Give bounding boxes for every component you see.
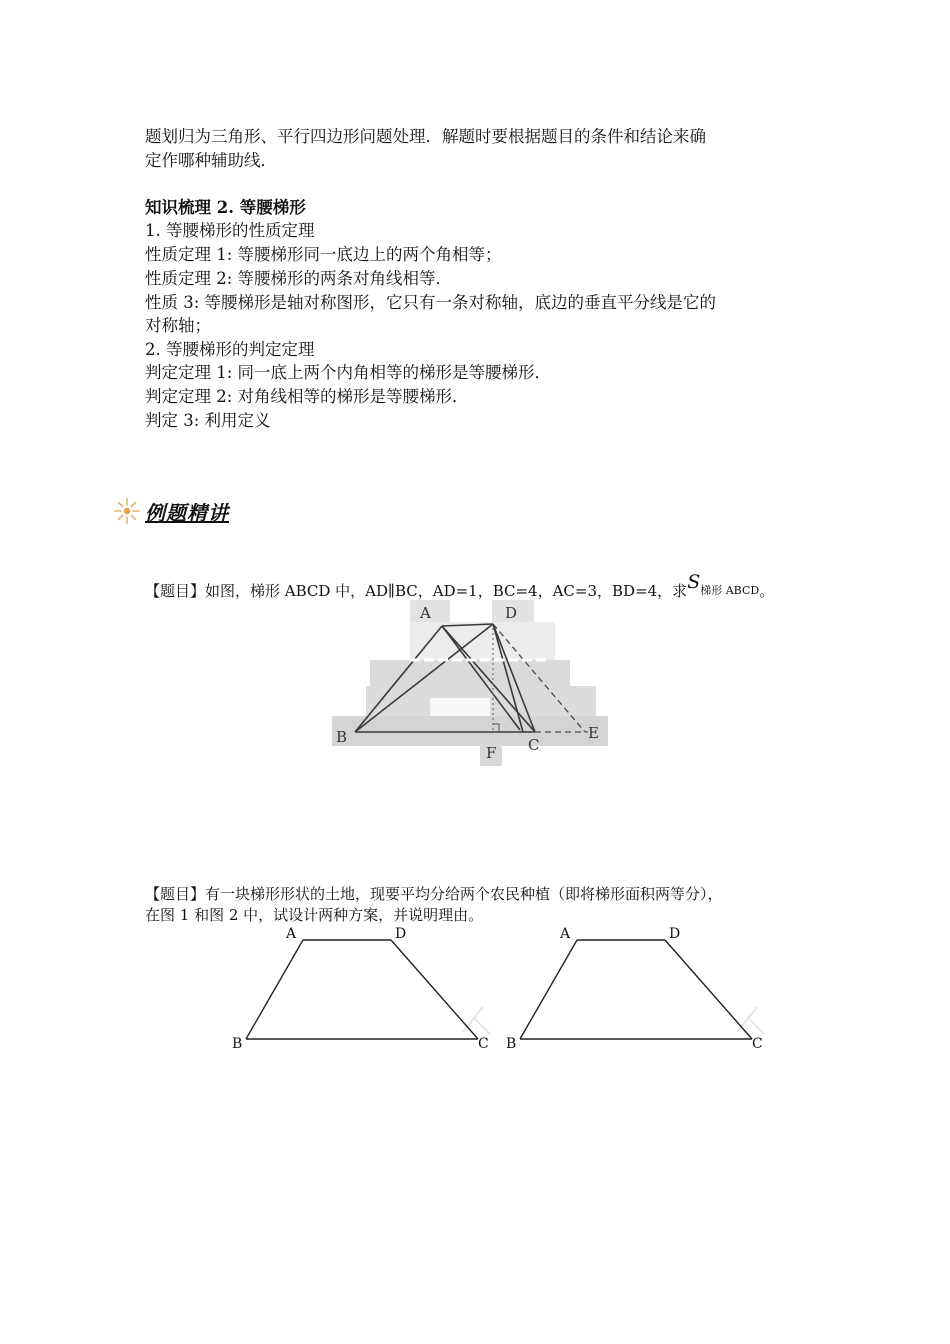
label-f: F bbox=[486, 744, 497, 762]
fig1-label-a: A bbox=[286, 926, 297, 942]
fig1-label-c: C bbox=[478, 1036, 489, 1052]
intro-line-2: 定作哪种辅助线． bbox=[145, 151, 277, 170]
label-e: E bbox=[588, 724, 599, 742]
sun-burst-icon bbox=[113, 497, 141, 525]
problem-1-statement: 【题目】如图，梯形 ABCD 中，AD∥BC，AD=1，BC=4，AC=3，BD=4，求 bbox=[145, 582, 688, 600]
intro-line-1: 题划归为三角形、平行四边形问题处理．解题时要根据题目的条件和结论来确 bbox=[145, 127, 706, 146]
label-c: C bbox=[528, 736, 540, 754]
knowledge-item: 性质 3: 等腰梯形是轴对称图形，它只有一条对称轴，底边的垂直平分线是它的 bbox=[145, 293, 717, 312]
problem-1-end: 。 bbox=[759, 582, 775, 600]
problem-2-line-1: 【题目】有一块梯形形状的土地，现要平均分给两个农民种植（即将梯形面积两等分）， bbox=[145, 885, 723, 903]
fig1-label-b: B bbox=[232, 1036, 243, 1052]
area-subscript: 梯形 ABCD bbox=[700, 584, 760, 597]
knowledge-item: 对称轴； bbox=[145, 316, 211, 335]
knowledge-item: 2. 等腰梯形的判定定理 bbox=[145, 340, 315, 359]
fig2-label-c: C bbox=[752, 1036, 763, 1052]
fig2-label-b: B bbox=[506, 1036, 517, 1052]
label-b: B bbox=[336, 728, 348, 746]
trapezoid-figure-3 bbox=[502, 922, 774, 1054]
area-symbol: S bbox=[687, 571, 701, 593]
knowledge-item: 判定 3: 利用定义 bbox=[145, 411, 271, 430]
fig1-label-d: D bbox=[395, 926, 407, 942]
label-d: D bbox=[505, 604, 518, 622]
trapezoid-figure-1 bbox=[330, 598, 615, 768]
knowledge-item: 性质定理 2: 等腰梯形的两条对角线相等． bbox=[145, 269, 453, 288]
trapezoid-figure-2 bbox=[228, 922, 500, 1054]
label-a: A bbox=[420, 604, 431, 622]
knowledge-item: 性质定理 1: 等腰梯形同一底边上的两个角相等； bbox=[145, 245, 502, 264]
knowledge-item: 判定定理 1: 同一底上两个内角相等的梯形是等腰梯形． bbox=[145, 363, 552, 382]
problem-2-line-2: 在图 1 和图 2 中，试设计两种方案，并说明理由。 bbox=[145, 906, 484, 924]
fig2-label-a: A bbox=[560, 926, 571, 942]
knowledge-heading: 知识梳理 2. 等腰梯形 bbox=[145, 198, 306, 217]
fig2-label-d: D bbox=[669, 926, 681, 942]
knowledge-item: 判定定理 2: 对角线相等的梯形是等腰梯形． bbox=[145, 387, 469, 406]
knowledge-item: 1. 等腰梯形的性质定理 bbox=[145, 221, 315, 240]
section-title: 例题精讲 bbox=[145, 501, 229, 525]
